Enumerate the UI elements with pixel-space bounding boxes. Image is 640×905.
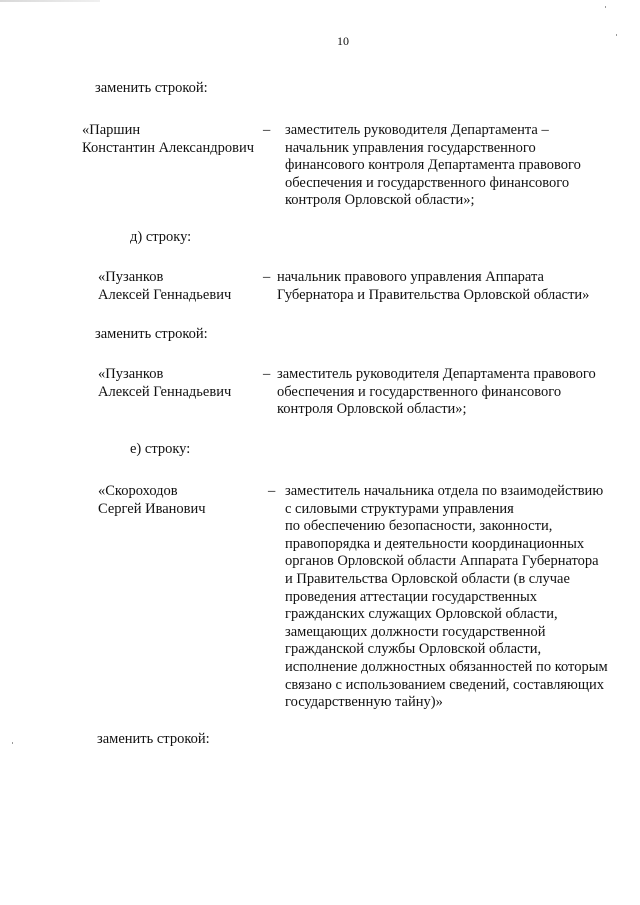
replace-with-line: заменить строкой: — [97, 731, 210, 747]
person-surname: «Пузанков — [98, 366, 164, 382]
person-name — [98, 366, 231, 401]
person-surname: «Пузанков — [98, 269, 164, 285]
person-given-names: Алексей Геннадьевич — [98, 383, 232, 400]
list-item-d: д) строку: — [130, 229, 192, 245]
scan-speck — [605, 6, 606, 8]
replace-with-line: заменить строкой: — [95, 80, 208, 96]
position-description: заместитель руководителя Департамента – начальник управления государственного финансового контроля Департамента правового обеспечения и государственного финансового контроля Орловской области»; — [285, 122, 581, 209]
dash-separator: – — [263, 269, 271, 285]
person-surname: «Паршин — [82, 122, 141, 138]
person-given-names: Сергей Иванович — [98, 500, 206, 517]
person-given-names: Алексей Геннадьевич — [98, 286, 232, 303]
replace-with-line: заменить строкой: — [95, 326, 208, 342]
dash-separator: – — [268, 483, 276, 499]
dash-separator: – — [263, 366, 271, 382]
scan-speck — [12, 742, 13, 744]
person-name — [98, 483, 206, 518]
page-number: 10 — [337, 34, 349, 48]
position-description: начальник правового управления Аппарата Губернатора и Правительства Орловской области» — [277, 269, 590, 303]
dash-separator: – — [263, 122, 271, 138]
person-given-names: Константин Александрович — [82, 139, 254, 156]
person-surname: «Скороходов — [98, 483, 178, 499]
person-name — [98, 269, 231, 304]
position-description: заместитель начальника отдела по взаимодействию с силовыми структурами управления по обеспечению безопасности, законности, правопорядка и деятельности координационных органов Орловской области Аппарата Губернатора и Правительства Орловской области (в случае проведения аттестации государственных гражданских служащих Орловской области, замещающих должности государственной гражданской службы Орловской области, исполнение должностных обязанностей по которым связано с использованием сведений, составляющих государственную тайну)» — [285, 483, 608, 711]
position-description: заместитель руководителя Департамента правового обеспечения и государственного финансового контроля Орловской области»; — [277, 366, 596, 418]
list-item-e: е) строку: — [130, 441, 191, 457]
scan-artifact — [0, 0, 100, 2]
person-name — [82, 122, 254, 157]
